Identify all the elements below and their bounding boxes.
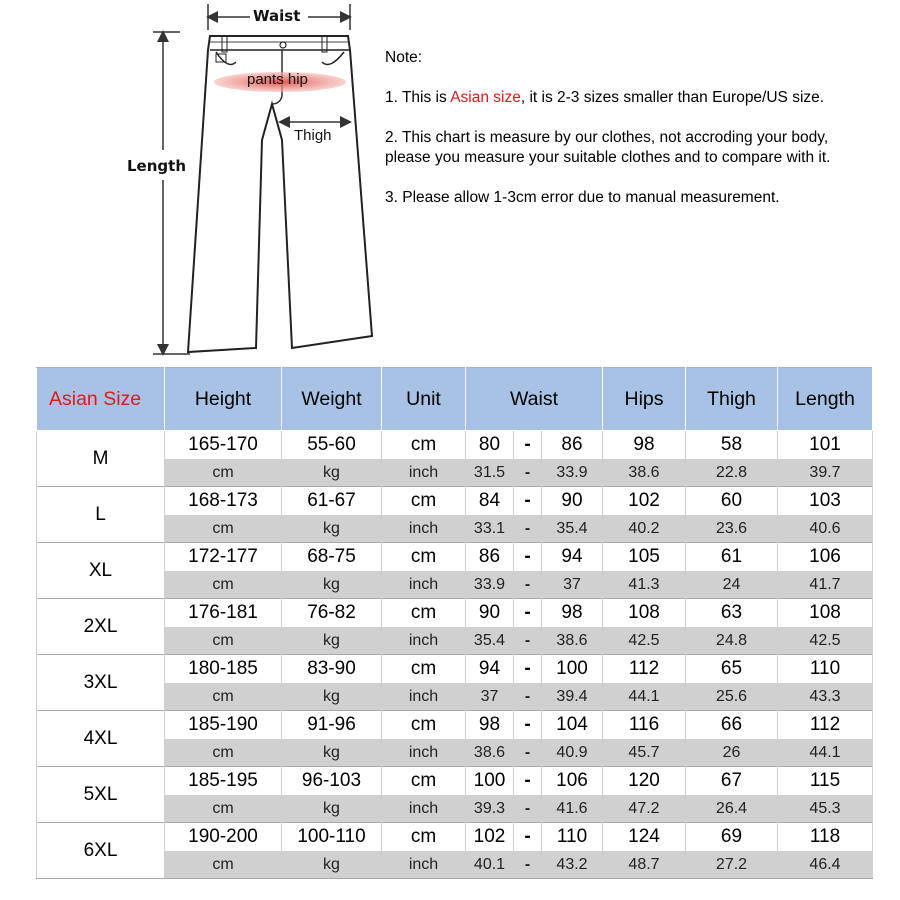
- waist-max-inch-cell: 41.6: [542, 795, 603, 823]
- waist-max-cell: 104: [542, 711, 603, 739]
- thigh-inch-cell: 26: [686, 739, 778, 767]
- waist-dash-inch-cell: -: [514, 515, 542, 543]
- hips-inch-cell: 48.7: [603, 851, 686, 879]
- hip-dimension-label: pants hip: [247, 71, 308, 88]
- weight-inch-cell: kg: [282, 571, 382, 599]
- weight-inch-cell: kg: [282, 515, 382, 543]
- thigh-inch-cell: 22.8: [686, 459, 778, 487]
- height-inch-cell: cm: [165, 571, 282, 599]
- weight-inch-cell: kg: [282, 851, 382, 879]
- unit-inch-cell: inch: [382, 459, 466, 487]
- thigh-inch-cell: 24: [686, 571, 778, 599]
- waist-max-inch-cell: 43.2: [542, 851, 603, 879]
- unit-inch-cell: inch: [382, 739, 466, 767]
- unit-cell: cm: [382, 431, 466, 459]
- hips-inch-cell: 41.3: [603, 571, 686, 599]
- waist-max-inch-cell: 38.6: [542, 627, 603, 655]
- unit-inch-cell: inch: [382, 795, 466, 823]
- pants-illustration: [0, 0, 380, 362]
- waist-min-cell: 98: [466, 711, 514, 739]
- thigh-inch-cell: 24.8: [686, 627, 778, 655]
- length-cell: 112: [778, 711, 873, 739]
- height-inch-cell: cm: [165, 627, 282, 655]
- height-inch-cell: cm: [165, 683, 282, 711]
- thigh-cell: 61: [686, 543, 778, 571]
- waist-min-inch-cell: 35.4: [466, 627, 514, 655]
- waist-max-cell: 94: [542, 543, 603, 571]
- hips-inch-cell: 40.2: [603, 515, 686, 543]
- length-cell: 115: [778, 767, 873, 795]
- unit-inch-cell: inch: [382, 515, 466, 543]
- height-cell: 172-177: [165, 543, 282, 571]
- length-dimension-label: Length: [127, 157, 186, 175]
- waist-dash-cell: -: [514, 599, 542, 627]
- height-inch-cell: cm: [165, 459, 282, 487]
- thigh-inch-cell: 25.6: [686, 683, 778, 711]
- length-inch-cell: 43.3: [778, 683, 873, 711]
- size-label: L: [37, 487, 165, 543]
- unit-inch-cell: inch: [382, 683, 466, 711]
- waist-max-inch-cell: 40.9: [542, 739, 603, 767]
- table-row: [37, 487, 873, 515]
- note-2: [385, 128, 885, 168]
- waist-dash-inch-cell: -: [514, 683, 542, 711]
- waist-dash-cell: -: [514, 655, 542, 683]
- waist-min-cell: 100: [466, 767, 514, 795]
- waist-max-inch-cell: 39.4: [542, 683, 603, 711]
- thigh-dimension-label: Thigh: [294, 127, 332, 144]
- height-cell: 165-170: [165, 431, 282, 459]
- table-row: [37, 599, 873, 627]
- size-chart-table: [36, 367, 873, 879]
- height-inch-cell: cm: [165, 739, 282, 767]
- size-label: 4XL: [37, 711, 165, 767]
- thigh-cell: 60: [686, 487, 778, 515]
- header-asian-size: Asian Size: [37, 368, 165, 431]
- thigh-inch-cell: 23.6: [686, 515, 778, 543]
- hips-inch-cell: 42.5: [603, 627, 686, 655]
- waist-max-cell: 106: [542, 767, 603, 795]
- thigh-cell: 58: [686, 431, 778, 459]
- length-inch-cell: 42.5: [778, 627, 873, 655]
- waist-min-inch-cell: 39.3: [466, 795, 514, 823]
- waist-dash-inch-cell: -: [514, 739, 542, 767]
- waist-min-cell: 80: [466, 431, 514, 459]
- unit-cell: cm: [382, 655, 466, 683]
- length-cell: 108: [778, 599, 873, 627]
- hips-cell: 116: [603, 711, 686, 739]
- size-chart-body: [37, 431, 873, 879]
- waist-max-cell: 90: [542, 487, 603, 515]
- hips-cell: 120: [603, 767, 686, 795]
- waist-dash-cell: -: [514, 823, 542, 851]
- table-header-row: [37, 368, 873, 431]
- unit-inch-cell: inch: [382, 851, 466, 879]
- length-cell: 106: [778, 543, 873, 571]
- height-cell: 185-195: [165, 767, 282, 795]
- height-inch-cell: cm: [165, 851, 282, 879]
- size-label: 6XL: [37, 823, 165, 879]
- weight-cell: 83-90: [282, 655, 382, 683]
- length-cell: 101: [778, 431, 873, 459]
- unit-cell: cm: [382, 487, 466, 515]
- waist-dash-cell: -: [514, 543, 542, 571]
- waist-dash-inch-cell: -: [514, 571, 542, 599]
- waist-min-inch-cell: 31.5: [466, 459, 514, 487]
- waist-min-inch-cell: 37: [466, 683, 514, 711]
- length-inch-cell: 46.4: [778, 851, 873, 879]
- height-cell: 190-200: [165, 823, 282, 851]
- waist-max-cell: 98: [542, 599, 603, 627]
- size-label: M: [37, 431, 165, 487]
- header-height: Height: [165, 368, 282, 431]
- hips-cell: 112: [603, 655, 686, 683]
- waist-dimension-label: Waist: [253, 7, 301, 25]
- waist-dash-cell: -: [514, 767, 542, 795]
- header-hips: Hips: [603, 368, 686, 431]
- table-row: [37, 543, 873, 571]
- waist-min-inch-cell: 33.9: [466, 571, 514, 599]
- table-row: [37, 767, 873, 795]
- weight-cell: 55-60: [282, 431, 382, 459]
- weight-inch-cell: kg: [282, 627, 382, 655]
- hips-inch-cell: 38.6: [603, 459, 686, 487]
- waist-max-cell: 110: [542, 823, 603, 851]
- weight-cell: 61-67: [282, 487, 382, 515]
- table-row: [37, 431, 873, 459]
- weight-inch-cell: kg: [282, 459, 382, 487]
- unit-cell: cm: [382, 543, 466, 571]
- size-label: 5XL: [37, 767, 165, 823]
- note-2-line1: 2. This chart is measure by our clothes, not accroding your body,: [385, 129, 829, 146]
- waist-min-cell: 86: [466, 543, 514, 571]
- thigh-cell: 65: [686, 655, 778, 683]
- header-thigh: Thigh: [686, 368, 778, 431]
- waist-min-cell: 94: [466, 655, 514, 683]
- header-weight: Weight: [282, 368, 382, 431]
- waist-max-inch-cell: 37: [542, 571, 603, 599]
- waist-min-inch-cell: 40.1: [466, 851, 514, 879]
- weight-cell: 68-75: [282, 543, 382, 571]
- notes-title: Note:: [385, 49, 423, 66]
- unit-inch-cell: inch: [382, 627, 466, 655]
- size-label: XL: [37, 543, 165, 599]
- waist-max-inch-cell: 33.9: [542, 459, 603, 487]
- length-inch-cell: 41.7: [778, 571, 873, 599]
- waist-dash-inch-cell: -: [514, 795, 542, 823]
- waist-dash-inch-cell: -: [514, 627, 542, 655]
- thigh-cell: 69: [686, 823, 778, 851]
- length-cell: 118: [778, 823, 873, 851]
- waist-dash-inch-cell: -: [514, 459, 542, 487]
- height-cell: 168-173: [165, 487, 282, 515]
- pants-diagram: [0, 0, 380, 362]
- note-2-line2: please you measure your suitable clothes and to compare with it.: [385, 149, 831, 166]
- hips-inch-cell: 44.1: [603, 683, 686, 711]
- waist-max-cell: 100: [542, 655, 603, 683]
- hips-cell: 98: [603, 431, 686, 459]
- table-row: [37, 655, 873, 683]
- note-3: 3. Please allow 1-3cm error due to manual measurement.: [385, 189, 780, 206]
- hips-cell: 124: [603, 823, 686, 851]
- thigh-inch-cell: 27.2: [686, 851, 778, 879]
- header-length: Length: [778, 368, 873, 431]
- height-cell: 176-181: [165, 599, 282, 627]
- waist-max-cell: 86: [542, 431, 603, 459]
- unit-inch-cell: inch: [382, 571, 466, 599]
- size-label: 2XL: [37, 599, 165, 655]
- note-1-prefix: 1. This is: [385, 89, 451, 106]
- size-notes: [385, 48, 885, 228]
- table-row: [37, 711, 873, 739]
- length-inch-cell: 44.1: [778, 739, 873, 767]
- thigh-cell: 67: [686, 767, 778, 795]
- note-1: [385, 88, 885, 108]
- hips-cell: 105: [603, 543, 686, 571]
- waist-dash-cell: -: [514, 711, 542, 739]
- length-cell: 110: [778, 655, 873, 683]
- height-inch-cell: cm: [165, 795, 282, 823]
- waist-max-inch-cell: 35.4: [542, 515, 603, 543]
- weight-cell: 91-96: [282, 711, 382, 739]
- size-label: 3XL: [37, 655, 165, 711]
- weight-inch-cell: kg: [282, 739, 382, 767]
- hips-inch-cell: 45.7: [603, 739, 686, 767]
- header-unit: Unit: [382, 368, 466, 431]
- hips-cell: 102: [603, 487, 686, 515]
- hips-inch-cell: 47.2: [603, 795, 686, 823]
- waist-min-cell: 84: [466, 487, 514, 515]
- thigh-cell: 66: [686, 711, 778, 739]
- waist-min-inch-cell: 33.1: [466, 515, 514, 543]
- waist-min-cell: 102: [466, 823, 514, 851]
- height-inch-cell: cm: [165, 515, 282, 543]
- length-inch-cell: 39.7: [778, 459, 873, 487]
- unit-cell: cm: [382, 711, 466, 739]
- note-1-highlight: Asian size: [450, 89, 521, 106]
- unit-cell: cm: [382, 599, 466, 627]
- note-1-suffix: , it is 2-3 sizes smaller than Europe/US size.: [520, 89, 825, 106]
- waist-dash-cell: -: [514, 431, 542, 459]
- length-cell: 103: [778, 487, 873, 515]
- waist-dash-inch-cell: -: [514, 851, 542, 879]
- hips-cell: 108: [603, 599, 686, 627]
- length-inch-cell: 40.6: [778, 515, 873, 543]
- waist-dash-cell: -: [514, 487, 542, 515]
- thigh-inch-cell: 26.4: [686, 795, 778, 823]
- waist-min-cell: 90: [466, 599, 514, 627]
- height-cell: 185-190: [165, 711, 282, 739]
- weight-inch-cell: kg: [282, 795, 382, 823]
- weight-inch-cell: kg: [282, 683, 382, 711]
- thigh-cell: 63: [686, 599, 778, 627]
- length-inch-cell: 45.3: [778, 795, 873, 823]
- table-row: [37, 823, 873, 851]
- height-cell: 180-185: [165, 655, 282, 683]
- unit-cell: cm: [382, 823, 466, 851]
- weight-cell: 100-110: [282, 823, 382, 851]
- waist-min-inch-cell: 38.6: [466, 739, 514, 767]
- weight-cell: 96-103: [282, 767, 382, 795]
- weight-cell: 76-82: [282, 599, 382, 627]
- unit-cell: cm: [382, 767, 466, 795]
- header-waist: Waist: [466, 368, 603, 431]
